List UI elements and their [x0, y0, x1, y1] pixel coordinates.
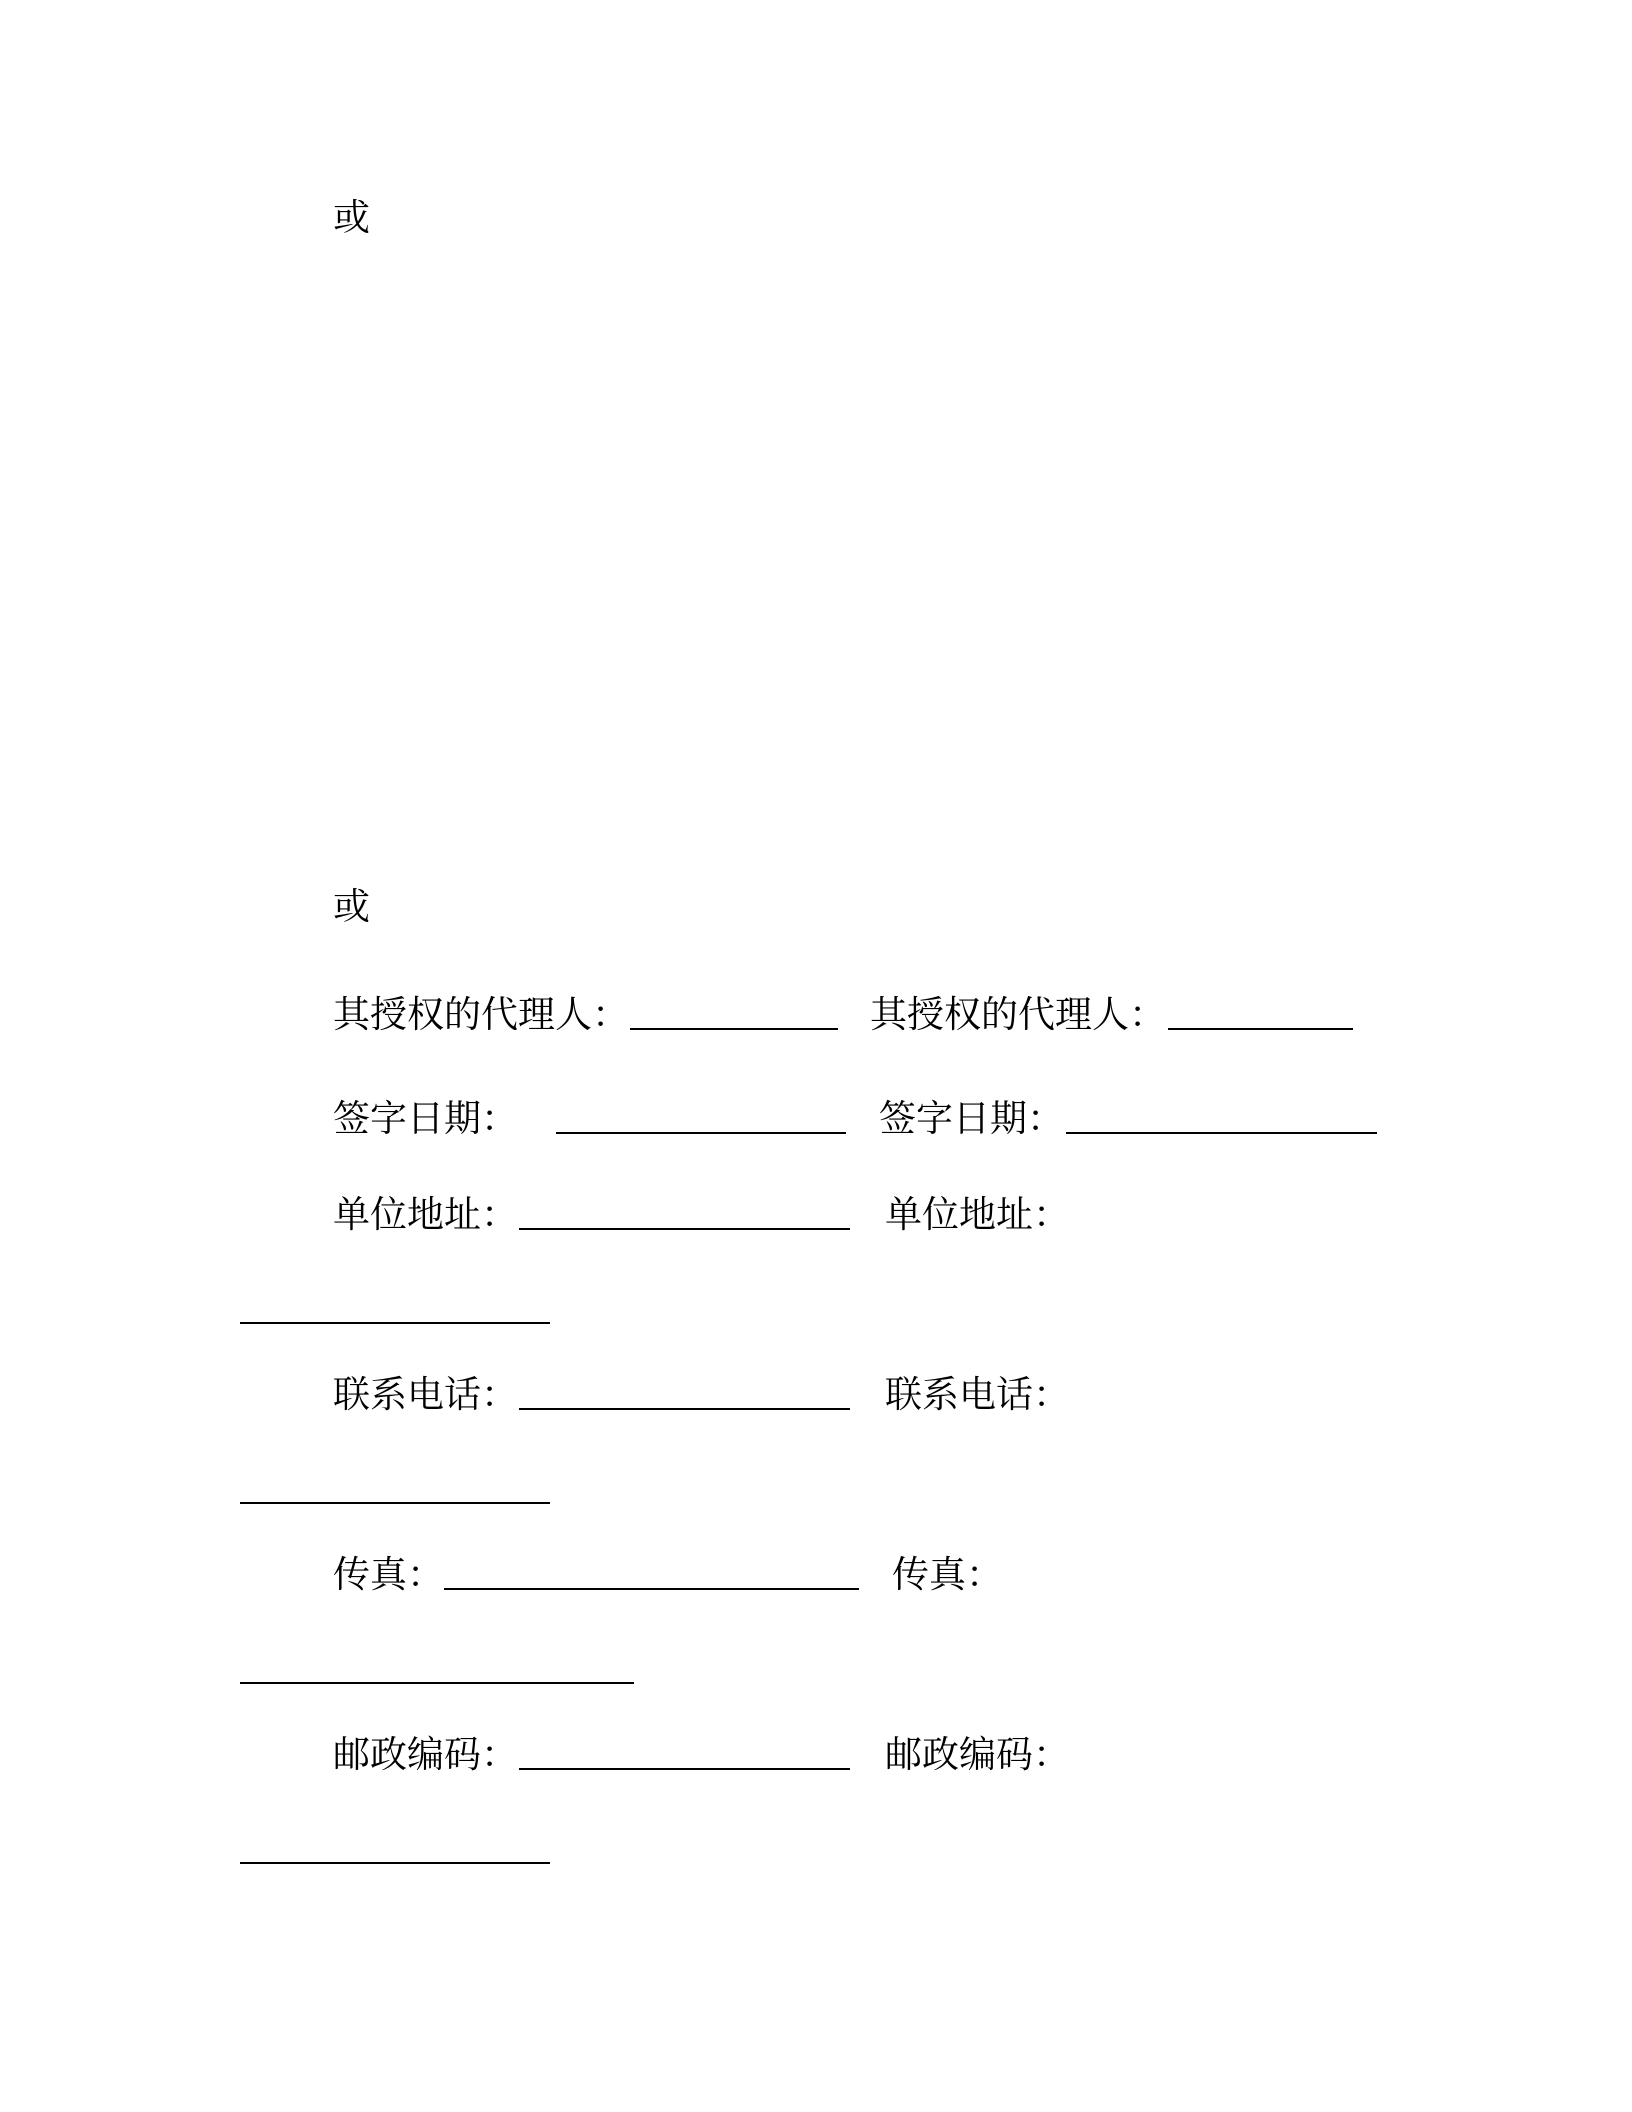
postcode-label-left: 邮政编码： [333, 1733, 518, 1776]
phone-label-right: 联系电话： [885, 1373, 1070, 1416]
postcode-label-right: 邮政编码： [885, 1733, 1070, 1776]
sign-date-field-left[interactable] [556, 1094, 846, 1144]
agent-label-left: 其授权的代理人： [333, 993, 629, 1036]
agent-field-right[interactable] [1168, 990, 1353, 1040]
fax-field-right[interactable] [240, 1642, 634, 1692]
fax-field-left[interactable] [444, 1550, 859, 1600]
sign-date-label-left: 签字日期： [333, 1097, 518, 1140]
agent-field-left[interactable] [630, 990, 838, 1040]
phone-field-left[interactable] [519, 1370, 850, 1420]
address-label-left: 单位地址： [333, 1193, 518, 1236]
address-label-right: 单位地址： [885, 1193, 1070, 1236]
fax-label-right: 传真： [892, 1553, 1003, 1596]
or-text: 或 [333, 196, 370, 239]
or-text: 或 [333, 885, 370, 928]
sign-date-label-right: 签字日期： [879, 1097, 1064, 1140]
fax-label-left: 传真： [333, 1553, 444, 1596]
agent-label-right: 其授权的代理人： [870, 993, 1166, 1036]
postcode-field-right[interactable] [240, 1822, 550, 1872]
phone-field-right[interactable] [240, 1462, 550, 1512]
sign-date-field-right[interactable] [1066, 1094, 1377, 1144]
address-field-left[interactable] [519, 1190, 850, 1240]
address-field-right[interactable] [240, 1282, 550, 1332]
postcode-field-left[interactable] [519, 1730, 850, 1780]
phone-label-left: 联系电话： [333, 1373, 518, 1416]
